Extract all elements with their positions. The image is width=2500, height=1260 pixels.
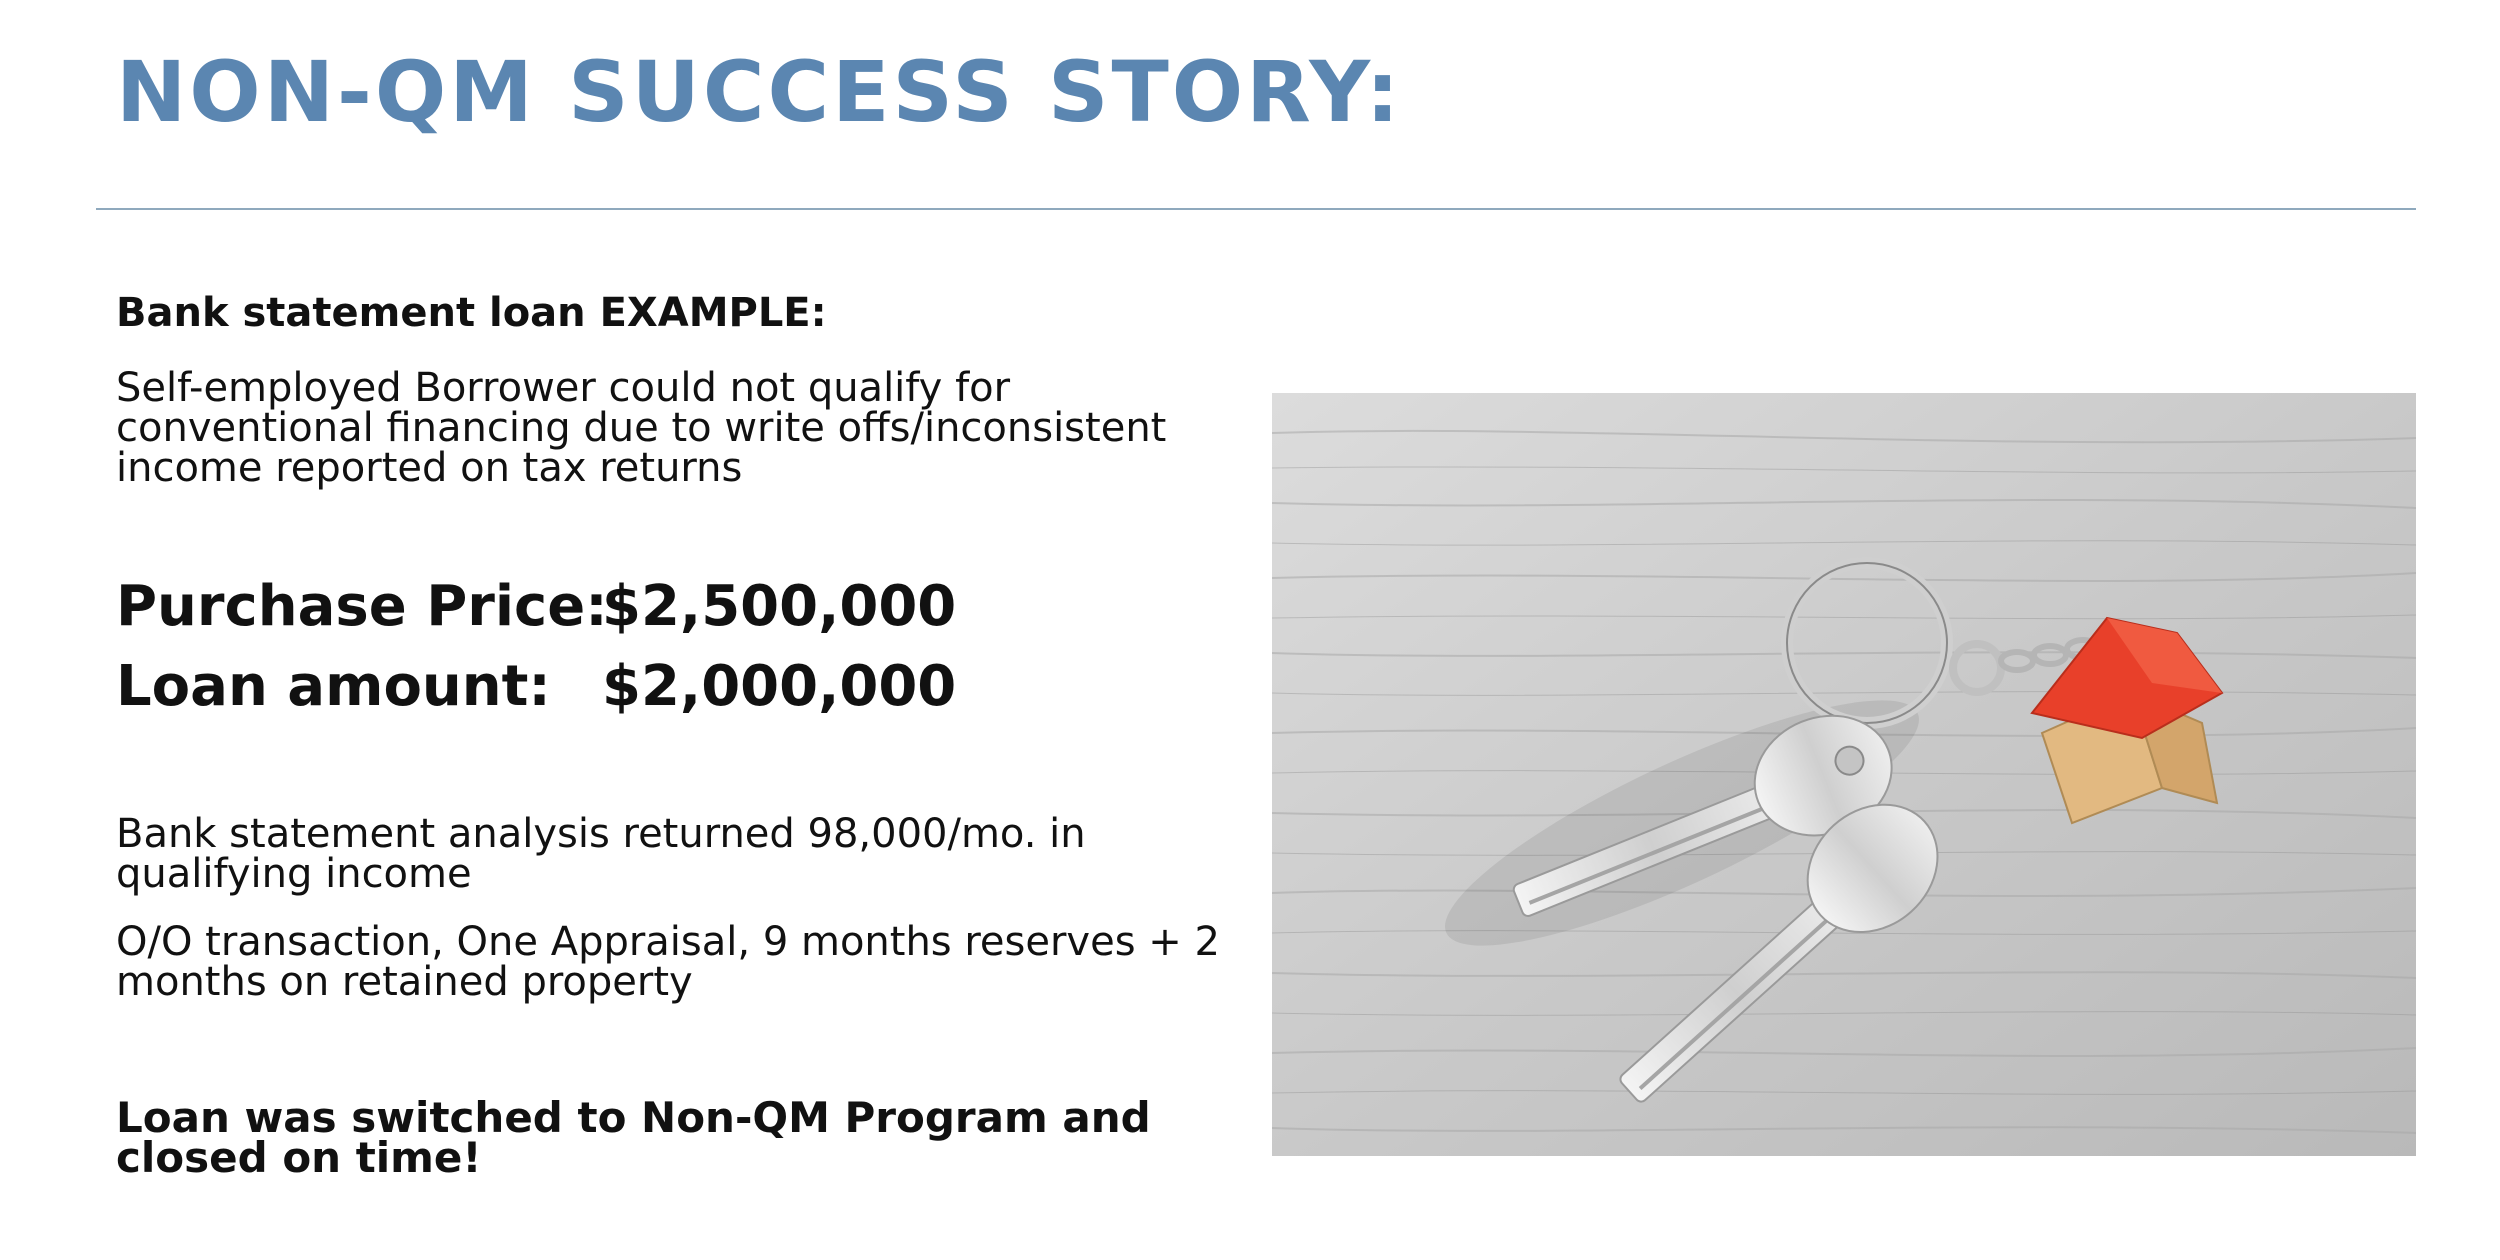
example-subheading: Bank statement loan EXAMPLE: [116, 290, 827, 336]
slide-title: NON-QM SUCCESS STORY: [116, 43, 1403, 141]
loan-amount-value: $2,000,000 [602, 654, 957, 719]
purchase-price-value: $2,500,000 [602, 574, 957, 639]
title-divider [96, 208, 2416, 210]
transaction-text: O/O transaction, One Appraisal, 9 months reserves + 2 months on retained property [116, 919, 1220, 1005]
purchase-price-label: Purchase Price: [116, 574, 608, 639]
house-keys-icon [1272, 393, 2416, 1156]
borrower-description: Self-employed Borrower could not qualify for conventional financing due to write offs/inconsistent income reported on tax returns [116, 365, 1167, 491]
loan-amount-row [116, 656, 956, 718]
analysis-text: Bank statement analysis returned 98,000/mo. in qualifying income [116, 811, 1086, 897]
purchase-price-row [116, 576, 956, 638]
loan-amount-label: Loan amount: [116, 654, 551, 719]
house-keys-photo [1272, 393, 2416, 1156]
closing-statement: Loan was switched to Non-QM Program and closed on time! [116, 1093, 1151, 1182]
